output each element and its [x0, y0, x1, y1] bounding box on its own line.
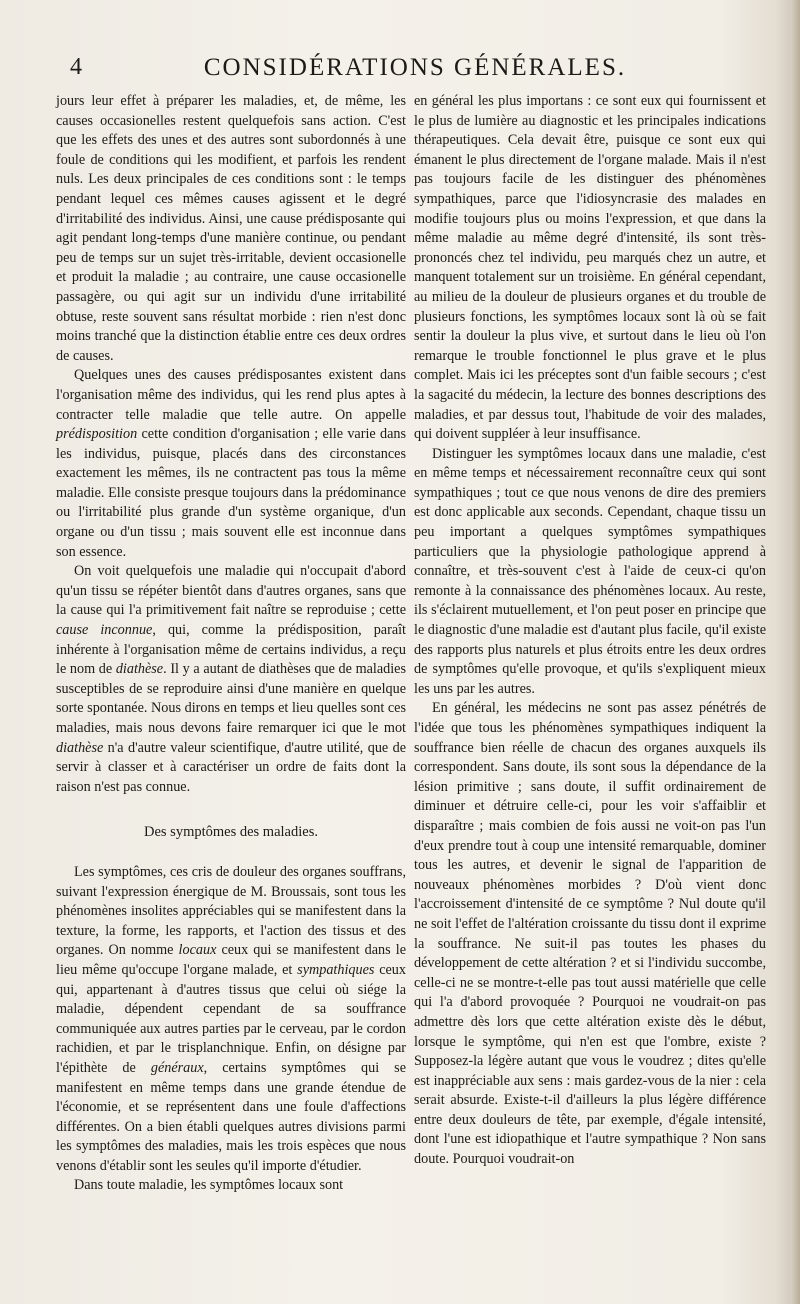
page-number: 4 — [70, 54, 83, 80]
section-heading: Des symptômes des maladies. — [144, 824, 318, 841]
paragraph: Quelques unes des causes prédisposantes existent dans l'organisation même des individus, qui les rend plus aptes à contracter telle maladie que telle autre. On appelle prédisposition cette condition d'organisation ; elle varie dans les individus, puisque, placés dans des circonstances exactement les mêmes, ils ne contractent pas tous la même maladie. Elle consiste presque toujours dans la prédominance ou l'irritabilité plus grande d'un système organique, d'un organe ou d'un tissu ; mais souvent elle est inconnue dans son essence. — [56, 367, 406, 560]
emphasis: généraux — [150, 1059, 204, 1076]
right-column — [414, 92, 766, 1170]
paragraph: en général les plus importans : ce sont eux qui fournissent et le plus de lumière au diagnostic et les principales indications thérapeutiques. Cela devait être, puisque ce sont eux qui émanent le plus directement de l'organe malade. Mais il n'est pas toujours facile de les distinguer des phénomènes sympathiques, parce que l'idiosyncrasie des malades en modifie toujours plus ou moins l'expression, et que dans la même maladie au même degré d'intensité, ils sont très-prononcés chez tel individu, peu marqués chez un autre, et manquent totalement sur un troisième. En général cependant, au milieu de la douleur de plusieurs organes et du trouble de plusieurs fonctions, les symptômes locaux sont là où se fait sentir la douleur la plus vive, et surtout dans le lieu où l'on remarque le trouble fonctionnel le plus grave et le plus complet. Mais ici les préceptes sont d'un faible secours ; c'est la sagacité du médecin, la lecture des bonnes descriptions des maladies, et par dessus tout, l'habitude de voir des malades, qui doivent suppléer à leur insuffisance. — [414, 93, 766, 443]
running-title: CONSIDÉRATIONS GÉNÉRALES. — [203, 54, 627, 81]
emphasis: prédisposition — [56, 426, 138, 443]
paragraph: En général, les médecins ne sont pas assez pénétrés de l'idée que tous les phénomènes sympathiques indiquent la souffrance bien réelle de chacun des organes auxquels ils correspondent. Sans doute, ils sont sous la dépendance de la lésion primitive ; sans doute, il suffit ordinairement de diminuer et détruire celle-ci, pour les voir s'affaiblir et disparaître ; mais combien de fois aussi ne voit-on pas l'un d'eux prendre tout à coup une intensité remarquable, dominer tous les autres, et devenir le signal de l'apparition de nouveaux phénomènes morbides ? D'où vient donc l'accroissement d'intensité de ce symptôme ? Nul doute qu'il ne soit l'effet de l'altération croissante du tissu dont il exprime la souffrance. Ne suit-il pas toutes les phases du développement de cette altération ? et si l'individu succombe, celle-ci ne se montre-t-elle pas tout aussi matérielle que celle qui l'a d'abord provoquée ? Pourquoi ne voudrait-on pas admettre dès lors que cette altération existe dès le début, lorsque le symptôme, qui n'en est que l'ombre, existe ? Supposez-la légère autant que vous le voudrez ; dites qu'elle est inappréciable aux sens : mais gardez-vous de la nier : cela serait absurde. Existe-t-il d'ailleurs la plus légère différence entre deux douleurs de tête, par exemple, d'égale intensité, dont l'une est idiopathique et l'autre sympathique ? Non sans doute. Pourquoi voudrait-on — [414, 700, 766, 1168]
page-edge — [790, 0, 800, 1304]
paragraph: Les symptômes, ces cris de douleur des organes souffrans, suivant l'expression énergique de M. Broussais, sont tous les phénomènes insolites appréciables qui se manifestent dans la texture, la forme, les rapports, et l'action des tissus et des organes. On nomme locaux ceux qui se manifestent dans le lieu même qu'occupe l'organe malade, et sympathiques ceux qui, appartenant à d'autres tissus que celui où siége la maladie, dépendent cependant de sa souffrance communiquée aux autres parties par le cerveau, par le cordon rachidien, et par le trisplanchnique. Enfin, on désigne par l'épithète de généraux, certains symptômes qui se manifestent en même temps dans une grande étendue de l'économie, et se représentent dans une foule d'affections différentes. On a bien établi quelques autres divisions parmi les symptômes des maladies, mais les trois espèces que nous venons d'établir sont les seules qu'il importe d'étudier. — [56, 863, 407, 1174]
emphasis: locaux — [178, 942, 217, 959]
paragraph: Distinguer les symptômes locaux dans une maladie, c'est en même temps et nécessairement reconnaître ceux qui sont sympathiques ; tout ce que nous venons de dire des premiers est donc applicable aux seconds. Cependant, chaque tissu un peu important a quelques symptômes sympathiques particuliers que la physiologie pathologique apprend à connaître, et très-souvent c'est à l'aide de ceux-ci qu'on remonte à la connaissance des phénomènes locaux. Au reste, ils s'éclairent mutuellement, et l'on peut poser en principe que le diagnostic d'une maladie est d'autant plus facile, qu'il existe des rapports plus naturels et plus étroits entre les deux ordres de symptômes qu'elle provoque, et qu'ils s'expliquent mieux les uns par les autres. — [414, 445, 767, 697]
page-header — [70, 54, 760, 94]
emphasis: diathèse — [115, 661, 164, 678]
emphasis: sympathiques — [297, 961, 375, 978]
emphasis: diathèse — [56, 739, 104, 756]
paragraph: On voit quelquefois une maladie qui n'occupait d'abord qu'un tissu se répéter bientôt dans d'autres organes, sans que la cause qui l'a primitivement fait naître se reproduise ; cette cause inconnue, qui, comme la prédisposition, paraît inhérente à l'organisation même de certains individus, a reçu le nom de diathèse. Il y a autant de diathèses que de maladies susceptibles de se reproduire ainsi d'une manière en quelque sorte spontanée. Nous dirons en temps et lieu quelles sont ces maladies, mais nous devons faire remarquer ici que le mot diathèse n'a d'autre valeur scientifique, d'autre utilité, que de servir à classer et à caractériser un ordre de faits dont la raison n'est pas connue. — [56, 563, 406, 795]
paragraph: jours leur effet à préparer les maladies, et, de même, les causes occasionelles restent quelquefois sans action. C'est que les effets des unes et des autres sont subordonnés à une foule de conditions qui les modifient, et parfois les rendent nuls. Les deux principales de ces conditions sont : le temps pendant lequel ces mêmes causes agissent et le degré d'irritabilité des individus. Ainsi, une cause prédisposante qui agit pendant long-temps d'une manière continue, ou pendant peu de temps sur un sujet très-irritable, devient occasionelle et produit la maladie ; au contraire, une cause occasionelle passagère, ou qui agit sur un individu d'une irritabilité obtuse, reste souvent sans résultat morbide : rien n'est donc moins tranché que la distinction établie entre ces deux ordres de causes. — [56, 93, 406, 364]
emphasis: cause inconnue — [56, 622, 153, 639]
paragraph: Dans toute maladie, les symptômes locaux sont — [74, 1177, 344, 1194]
left-column — [56, 92, 406, 1196]
